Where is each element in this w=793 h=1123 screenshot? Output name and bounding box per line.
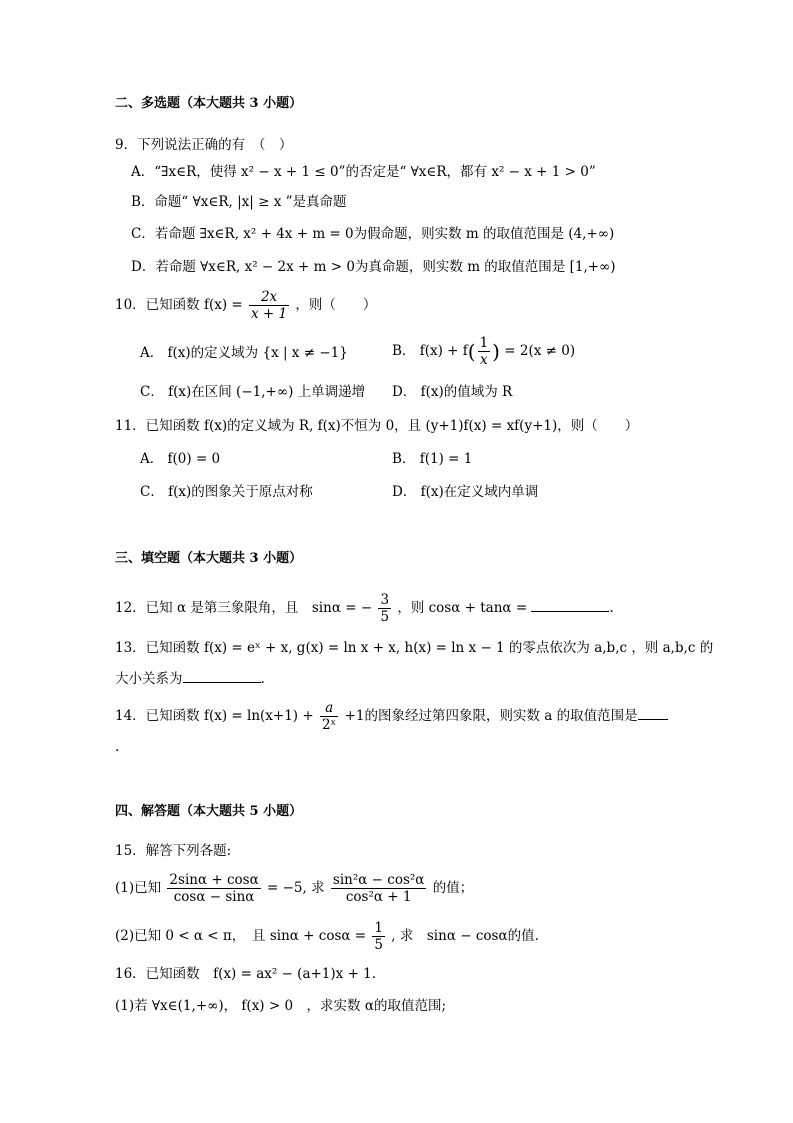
question-10-option-d: D． f(x)的值域为 R: [392, 384, 513, 400]
question-15-part-1: [115, 872, 473, 905]
question-16-part-1: (1)若 ∀x∈(1,+∞)， f(x) > 0 ，求实数 α的取值范围;: [115, 998, 447, 1014]
fraction-numerator: 1: [374, 920, 383, 936]
answer-blank[interactable]: [638, 705, 668, 720]
question-10-prefix: 10．已知函数 f(x) =: [115, 297, 243, 313]
fraction-denominator: 5: [374, 937, 383, 953]
question-10-stem: [115, 289, 376, 322]
question-12-prefix: 12．已知 α 是第三象限角，且 sinα = −: [115, 600, 373, 616]
fraction-denominator: 2ˣ: [321, 717, 337, 733]
question-9-option-d: D．若命题 ∀x∈R, x² − 2x + m > 0为真命题，则实数 m 的取值范围是 [1,+∞): [131, 259, 616, 275]
question-10-option-a: A． f(x)的定义域为 {x | x ≠ −1}: [140, 345, 348, 361]
answer-blank[interactable]: [531, 597, 609, 612]
section-header-fill-in: 三、填空题（本大题共 3 小题）: [115, 551, 303, 566]
option-b-suffix: = 2(x ≠ 0): [504, 343, 576, 359]
part-1-suffix: 的值；: [432, 880, 474, 896]
question-11-option-c: C． f(x)的图象关于原点对称: [140, 484, 313, 500]
question-13-line-1: 13．已知函数 f(x) = eˣ + x, g(x) = ln x + x, h(x) = ln x − 1 的零点依次为 a,b,c ，则 a,b,c 的: [115, 640, 714, 656]
fraction-numerator: sin²α − cos²α: [332, 872, 425, 888]
fraction-denominator: cos²α + 1: [345, 889, 412, 905]
question-12-stem: [115, 592, 614, 625]
part-1-prefix: (1)已知: [115, 880, 162, 896]
part-2-prefix: (2)已知 0 < α < π， 且 sinα + cosα =: [115, 928, 367, 944]
fraction-denominator: 5: [380, 609, 390, 625]
fraction-numerator: a: [320, 700, 338, 717]
question-10-option-c: C． f(x)在区间 (−1,+∞) 上单调递增: [140, 384, 366, 400]
question-12-fraction: [378, 592, 391, 625]
fraction-denominator: x: [480, 352, 488, 368]
question-12-end: .: [609, 600, 614, 616]
question-11-option-b: B． f(1) = 1: [392, 451, 473, 467]
question-13-line-2: [115, 668, 265, 688]
part-1-middle: = −5, 求: [267, 880, 325, 896]
option-b-fraction: [478, 335, 491, 368]
question-13-end: .: [260, 671, 265, 687]
question-12-suffix: ，则 cosα + tanα =: [397, 600, 528, 616]
question-11-option-a: A． f(0) = 0: [140, 451, 221, 467]
part-1-fraction-2: [331, 872, 427, 905]
question-14-fraction: [320, 700, 338, 733]
question-15-stem: 15．解答下列各题:: [115, 843, 232, 859]
fraction-numerator: 1: [479, 335, 489, 351]
fraction-numerator: 3: [380, 592, 390, 608]
question-14-dot: .: [115, 739, 120, 755]
question-14-suffix: +1的图象经过第四象限，则实数 a 的取值范围是: [344, 708, 638, 724]
question-14-prefix: 14．已知函数 f(x) = ln(x+1) +: [115, 708, 314, 724]
question-15-part-2: [115, 920, 539, 953]
question-11-option-d: D． f(x)在定义域内单调: [392, 484, 539, 500]
section-header-solutions: 四、解答题（本大题共 5 小题）: [115, 804, 303, 819]
fraction-denominator: x + 1: [251, 306, 288, 322]
question-16-stem: 16．已知函数 f(x) = ax² − (a+1)x + 1.: [115, 966, 377, 982]
question-9-stem: 9．下列说法正确的有 （ ）: [115, 137, 293, 153]
question-9-option-b: B．命题“ ∀x∈R, |x| ≥ x ”是真命题: [131, 194, 347, 210]
section-header-multiple-choice: 二、多选题（本大题共 3 小题）: [115, 96, 303, 111]
part-1-fraction-1: [167, 872, 260, 905]
fraction-numerator: 2sinα + cosα: [169, 872, 259, 888]
question-9-option-c: C．若命题 ∃x∈R, x² + 4x + m = 0为假命题，则实数 m 的取值范围是 (4,+∞): [131, 226, 615, 242]
question-10-option-b: B． f(x) + f( $\frac{1}{x}$ ) = 2(x ≠ 0): [392, 335, 576, 368]
question-9-option-a: A．“∃x∈R，使得 x² − x + 1 ≤ 0”的否定是“ ∀x∈R，都有 x² − x + 1 > 0”: [131, 164, 596, 180]
question-13-text: 大小关系为: [115, 671, 183, 687]
fraction-numerator: 2x: [249, 289, 289, 306]
question-10-suffix: ，则（ ）: [295, 297, 377, 313]
question-11-stem: 11．已知函数 f(x)的定义域为 R, f(x)不恒为 0，且 (y+1)f(x) = xf(y+1)，则（ ）: [115, 418, 639, 434]
answer-blank[interactable]: [183, 668, 261, 683]
fraction-denominator: cosα − sinα: [173, 889, 255, 905]
option-b-prefix: B． f(x) + f: [392, 343, 468, 359]
part-2-fraction: [372, 920, 385, 953]
question-10-fraction: [249, 289, 289, 322]
question-14-stem: [115, 700, 668, 733]
part-2-suffix: , 求 sinα − cosα的值.: [391, 928, 539, 944]
